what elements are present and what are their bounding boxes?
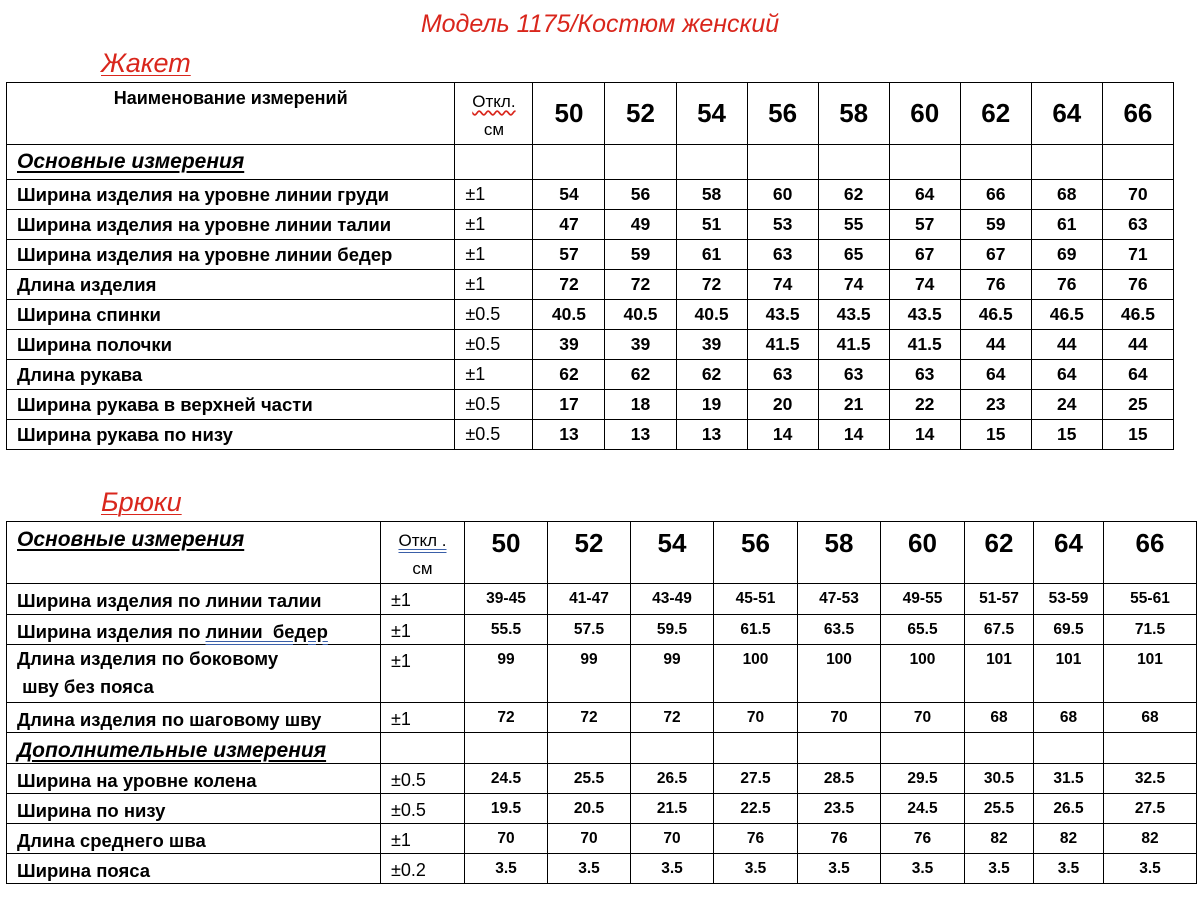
size-value: 27.5	[1104, 794, 1197, 824]
size-header: 64	[1031, 83, 1102, 145]
group-label: Дополнительные измерения	[7, 733, 381, 764]
measurement-name-header: Наименование измерений	[7, 83, 455, 145]
size-value: 43.5	[889, 300, 960, 330]
tolerance-value: ±1	[381, 584, 465, 615]
size-value: 71.5	[1104, 615, 1197, 645]
size-value: 99	[631, 645, 714, 703]
size-value: 53	[747, 210, 818, 240]
size-value: 3.5	[465, 854, 548, 884]
table-row	[7, 390, 1174, 420]
size-header: 50	[465, 522, 548, 584]
size-value: 63	[889, 360, 960, 390]
size-value: 25.5	[965, 794, 1034, 824]
size-value: 55	[818, 210, 889, 240]
jacket-size-table	[6, 82, 1174, 450]
trousers-section-title: Брюки	[101, 487, 182, 517]
size-header: 66	[1102, 83, 1173, 145]
trousers-group-row	[7, 733, 1197, 764]
size-value: 76	[1031, 270, 1102, 300]
size-value: 46.5	[1031, 300, 1102, 330]
empty-cell	[381, 733, 465, 764]
size-value: 53-59	[1034, 584, 1104, 615]
tolerance-value: ±1	[455, 210, 533, 240]
empty-cell	[548, 733, 631, 764]
size-value: 41.5	[889, 330, 960, 360]
size-value: 3.5	[965, 854, 1034, 884]
empty-cell	[881, 733, 965, 764]
size-value: 3.5	[881, 854, 965, 884]
trousers-size-table	[6, 521, 1197, 884]
table-row	[7, 210, 1174, 240]
size-value: 14	[889, 420, 960, 450]
size-value: 70	[714, 703, 798, 733]
empty-cell	[465, 733, 548, 764]
size-header: 52	[548, 522, 631, 584]
size-value: 39	[533, 330, 605, 360]
size-value: 71	[1102, 240, 1173, 270]
size-value: 3.5	[798, 854, 881, 884]
jacket-group-row	[7, 145, 1174, 180]
size-value: 57	[889, 210, 960, 240]
size-header: 58	[798, 522, 881, 584]
tolerance-value: ±0.5	[455, 300, 533, 330]
size-value: 51-57	[965, 584, 1034, 615]
size-value: 29.5	[881, 764, 965, 794]
size-value: 49	[605, 210, 676, 240]
size-value: 43.5	[818, 300, 889, 330]
size-value: 59	[960, 210, 1031, 240]
measurement-name: Длина рукава	[7, 360, 455, 390]
size-value: 51	[676, 210, 747, 240]
size-value: 68	[1031, 180, 1102, 210]
measurement-name: Ширина на уровне колена	[7, 764, 381, 794]
size-value: 55-61	[1104, 584, 1197, 615]
size-value: 20.5	[548, 794, 631, 824]
size-value: 57.5	[548, 615, 631, 645]
measurement-name: Длина изделия	[7, 270, 455, 300]
tolerance-value: ±1	[381, 703, 465, 733]
size-value: 41-47	[548, 584, 631, 615]
tolerance-header-label: Откл.	[472, 92, 516, 111]
size-value: 76	[714, 824, 798, 854]
size-value: 18	[605, 390, 676, 420]
size-value: 68	[1104, 703, 1197, 733]
size-value: 22.5	[714, 794, 798, 824]
size-value: 72	[676, 270, 747, 300]
size-value: 69	[1031, 240, 1102, 270]
size-value: 22	[889, 390, 960, 420]
group-label: Основные измерения	[7, 522, 381, 584]
size-value: 45-51	[714, 584, 798, 615]
size-value: 19.5	[465, 794, 548, 824]
tolerance-header-unit: см	[412, 559, 433, 578]
size-value: 70	[465, 824, 548, 854]
size-value: 13	[676, 420, 747, 450]
measurement-name: Длина изделия по шаговому шву	[7, 703, 381, 733]
measurement-name: Ширина изделия на уровне линии груди	[7, 180, 455, 210]
size-value: 74	[818, 270, 889, 300]
size-value: 46.5	[1102, 300, 1173, 330]
size-value: 82	[965, 824, 1034, 854]
size-value: 64	[960, 360, 1031, 390]
size-value: 57	[533, 240, 605, 270]
size-header: 56	[714, 522, 798, 584]
size-value: 3.5	[548, 854, 631, 884]
jacket-section-title: Жакет	[101, 48, 191, 78]
group-label: Основные измерения	[7, 145, 455, 180]
size-header: 50	[533, 83, 605, 145]
size-header: 58	[818, 83, 889, 145]
size-value: 31.5	[1034, 764, 1104, 794]
size-value: 23.5	[798, 794, 881, 824]
document-title: Модель 1175/Костюм женский	[420, 10, 780, 38]
measurement-name: Ширина спинки	[7, 300, 455, 330]
table-row	[7, 300, 1174, 330]
table-row	[7, 420, 1174, 450]
size-value: 24.5	[881, 794, 965, 824]
table-row	[7, 584, 1197, 615]
size-value: 41.5	[818, 330, 889, 360]
size-value: 20	[747, 390, 818, 420]
size-value: 3.5	[1104, 854, 1197, 884]
measurement-name: Ширина рукава в верхней части	[7, 390, 455, 420]
size-value: 15	[960, 420, 1031, 450]
size-value: 30.5	[965, 764, 1034, 794]
tolerance-header	[455, 83, 533, 145]
size-value: 66	[960, 180, 1031, 210]
size-value: 56	[605, 180, 676, 210]
table-row	[7, 615, 1197, 645]
size-value: 72	[465, 703, 548, 733]
size-header: 60	[889, 83, 960, 145]
size-value: 82	[1034, 824, 1104, 854]
measurement-name: Ширина по низу	[7, 794, 381, 824]
table-row	[7, 240, 1174, 270]
size-value: 40.5	[676, 300, 747, 330]
size-header: 64	[1034, 522, 1104, 584]
size-value: 47-53	[798, 584, 881, 615]
size-value: 64	[1031, 360, 1102, 390]
size-value: 21.5	[631, 794, 714, 824]
size-header: 54	[676, 83, 747, 145]
size-value: 44	[1102, 330, 1173, 360]
empty-cell	[714, 733, 798, 764]
tolerance-value: ±1	[381, 615, 465, 645]
size-value: 39	[676, 330, 747, 360]
size-value: 39	[605, 330, 676, 360]
tolerance-value: ±0.5	[381, 794, 465, 824]
table-row	[7, 180, 1174, 210]
size-value: 3.5	[631, 854, 714, 884]
measurement-name	[7, 615, 381, 645]
size-value: 46.5	[960, 300, 1031, 330]
size-value: 67.5	[965, 615, 1034, 645]
size-value: 65	[818, 240, 889, 270]
size-value: 25.5	[548, 764, 631, 794]
size-value: 40.5	[605, 300, 676, 330]
tolerance-value: ±1	[381, 645, 465, 703]
measurement-name: Ширина пояса	[7, 854, 381, 884]
size-header: 62	[965, 522, 1034, 584]
size-value: 54	[533, 180, 605, 210]
size-value: 24.5	[465, 764, 548, 794]
size-value: 76	[798, 824, 881, 854]
size-value: 100	[881, 645, 965, 703]
size-value: 62	[533, 360, 605, 390]
size-value: 68	[965, 703, 1034, 733]
size-value: 13	[533, 420, 605, 450]
size-value: 14	[818, 420, 889, 450]
size-value: 72	[533, 270, 605, 300]
measurement-name-line: шву без пояса	[17, 676, 154, 697]
tolerance-header	[381, 522, 465, 584]
measurement-name-line: Длина изделия по боковому	[17, 648, 279, 669]
tolerance-value: ±1	[455, 360, 533, 390]
size-value: 63	[747, 360, 818, 390]
measurement-name: Ширина рукава по низу	[7, 420, 455, 450]
size-value: 15	[1102, 420, 1173, 450]
empty-cell	[1104, 733, 1197, 764]
size-value: 72	[631, 703, 714, 733]
size-value: 101	[1104, 645, 1197, 703]
size-value: 59.5	[631, 615, 714, 645]
tolerance-value: ±0.2	[381, 854, 465, 884]
size-value: 17	[533, 390, 605, 420]
size-value: 49-55	[881, 584, 965, 615]
size-value: 44	[1031, 330, 1102, 360]
size-value: 70	[798, 703, 881, 733]
size-value: 3.5	[714, 854, 798, 884]
size-value: 70	[1102, 180, 1173, 210]
size-value: 14	[747, 420, 818, 450]
size-value: 63	[818, 360, 889, 390]
size-value: 62	[605, 360, 676, 390]
tolerance-value: ±1	[381, 824, 465, 854]
size-value: 67	[889, 240, 960, 270]
size-value: 62	[676, 360, 747, 390]
size-value: 25	[1102, 390, 1173, 420]
tolerance-value: ±0.5	[455, 420, 533, 450]
tolerance-value: ±0.5	[381, 764, 465, 794]
size-value: 82	[1104, 824, 1197, 854]
size-value: 43-49	[631, 584, 714, 615]
size-value: 70	[631, 824, 714, 854]
size-value: 72	[605, 270, 676, 300]
size-header: 52	[605, 83, 676, 145]
size-value: 74	[889, 270, 960, 300]
measurement-name: Ширина полочки	[7, 330, 455, 360]
size-value: 58	[676, 180, 747, 210]
size-header: 54	[631, 522, 714, 584]
tolerance-value: ±0.5	[455, 390, 533, 420]
size-value: 76	[960, 270, 1031, 300]
trousers-header-row	[7, 522, 1197, 584]
size-value: 65.5	[881, 615, 965, 645]
table-row	[7, 330, 1174, 360]
tolerance-value: ±0.5	[455, 330, 533, 360]
table-row	[7, 794, 1197, 824]
size-value: 63	[747, 240, 818, 270]
size-value: 59	[605, 240, 676, 270]
size-value: 32.5	[1104, 764, 1197, 794]
tolerance-value: ±1	[455, 270, 533, 300]
empty-cell	[798, 733, 881, 764]
size-value: 15	[1031, 420, 1102, 450]
empty-cell	[631, 733, 714, 764]
size-value: 43.5	[747, 300, 818, 330]
tolerance-value: ±1	[455, 240, 533, 270]
jacket-header-row	[7, 83, 1174, 145]
size-header: 60	[881, 522, 965, 584]
measurement-name: Ширина изделия на уровне линии талии	[7, 210, 455, 240]
size-value: 70	[548, 824, 631, 854]
measurement-name-underlined: линии бедер	[205, 621, 328, 642]
table-row	[7, 854, 1197, 884]
tolerance-header-unit: см	[483, 120, 504, 139]
size-value: 61	[676, 240, 747, 270]
size-value: 40.5	[533, 300, 605, 330]
size-value: 27.5	[714, 764, 798, 794]
table-row	[7, 824, 1197, 854]
empty-cell	[1034, 733, 1104, 764]
size-value: 72	[548, 703, 631, 733]
size-value: 63	[1102, 210, 1173, 240]
size-value: 101	[1034, 645, 1104, 703]
measurement-name: Длина среднего шва	[7, 824, 381, 854]
size-value: 21	[818, 390, 889, 420]
size-value: 41.5	[747, 330, 818, 360]
measurement-name	[7, 645, 381, 703]
measurement-name: Ширина изделия по линии талии	[7, 584, 381, 615]
measurement-name: Ширина изделия на уровне линии бедер	[7, 240, 455, 270]
size-value: 74	[747, 270, 818, 300]
size-value: 100	[714, 645, 798, 703]
size-value: 28.5	[798, 764, 881, 794]
size-value: 24	[1031, 390, 1102, 420]
size-value: 100	[798, 645, 881, 703]
size-value: 61	[1031, 210, 1102, 240]
size-value: 39-45	[465, 584, 548, 615]
table-row	[7, 270, 1174, 300]
size-value: 67	[960, 240, 1031, 270]
size-value: 3.5	[1034, 854, 1104, 884]
size-header: 66	[1104, 522, 1197, 584]
size-header: 56	[747, 83, 818, 145]
table-row	[7, 703, 1197, 733]
table-row	[7, 360, 1174, 390]
tolerance-value: ±1	[455, 180, 533, 210]
size-value: 26.5	[1034, 794, 1104, 824]
measurement-name-part: Ширина изделия по	[17, 621, 206, 642]
size-value: 55.5	[465, 615, 548, 645]
size-value: 47	[533, 210, 605, 240]
size-value: 99	[548, 645, 631, 703]
table-row	[7, 645, 1197, 703]
size-value: 69.5	[1034, 615, 1104, 645]
size-value: 76	[1102, 270, 1173, 300]
empty-cell	[965, 733, 1034, 764]
size-value: 19	[676, 390, 747, 420]
size-value: 99	[465, 645, 548, 703]
size-value: 101	[965, 645, 1034, 703]
size-value: 62	[818, 180, 889, 210]
size-value: 13	[605, 420, 676, 450]
size-value: 64	[889, 180, 960, 210]
size-value: 64	[1102, 360, 1173, 390]
size-value: 68	[1034, 703, 1104, 733]
size-value: 63.5	[798, 615, 881, 645]
size-value: 70	[881, 703, 965, 733]
size-header: 62	[960, 83, 1031, 145]
size-value: 44	[960, 330, 1031, 360]
size-value: 61.5	[714, 615, 798, 645]
size-value: 26.5	[631, 764, 714, 794]
size-value: 76	[881, 824, 965, 854]
table-row	[7, 764, 1197, 794]
size-value: 23	[960, 390, 1031, 420]
size-value: 60	[747, 180, 818, 210]
tolerance-header-label: Откл .	[398, 531, 447, 550]
